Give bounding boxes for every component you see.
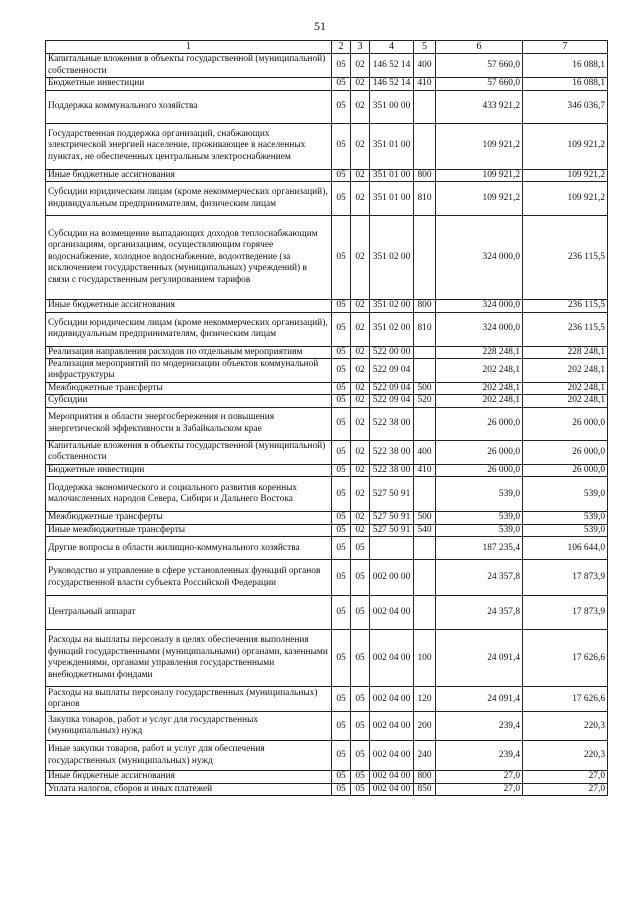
row-expense-type-code: 400 <box>414 54 436 78</box>
row-subsection-code: 02 <box>351 477 370 512</box>
row-amount-col6: 433 921,2 <box>436 90 523 123</box>
row-section-code: 05 <box>332 512 351 524</box>
row-target-code: 002 04 00 <box>370 741 414 771</box>
row-section-code: 05 <box>332 78 351 90</box>
header-col-1: 1 <box>46 41 332 54</box>
row-subsection-code: 02 <box>351 524 370 536</box>
row-target-code: 527 50 91 <box>370 477 414 512</box>
row-target-code: 351 01 00 <box>370 169 414 181</box>
row-amount-col7: 26 000,0 <box>523 464 608 476</box>
row-name: Иные закупки товаров, работ и услуг для обеспечения государственных (муниципальных) нужд <box>46 741 332 771</box>
row-section-code: 05 <box>332 537 351 560</box>
row-amount-col6: 24 357,8 <box>436 596 523 630</box>
table-row <box>46 741 608 771</box>
row-target-code: 002 04 00 <box>370 712 414 741</box>
row-expense-type-code: 500 <box>414 512 436 524</box>
row-subsection-code: 02 <box>351 312 370 346</box>
row-amount-col7: 202 248,1 <box>523 382 608 394</box>
row-name: Другие вопросы в области жилищно-коммунального хозяйства <box>46 537 332 560</box>
table-row <box>46 312 608 346</box>
table-row <box>46 395 608 407</box>
row-amount-col7: 228 248,1 <box>523 346 608 358</box>
table-row <box>46 783 608 795</box>
row-name: Иные межбюджетные трансферты <box>46 524 332 536</box>
row-amount-col7: 202 248,1 <box>523 395 608 407</box>
row-target-code: 522 09 04 <box>370 382 414 394</box>
row-section-code: 05 <box>332 90 351 123</box>
row-amount-col7: 26 000,0 <box>523 440 608 464</box>
row-amount-col6: 239,4 <box>436 712 523 741</box>
row-amount-col6: 539,0 <box>436 477 523 512</box>
row-target-code: 002 04 00 <box>370 771 414 783</box>
row-section-code: 05 <box>332 630 351 687</box>
row-section-code: 05 <box>332 440 351 464</box>
row-expense-type-code: 810 <box>414 182 436 216</box>
row-subsection-code: 02 <box>351 169 370 181</box>
row-name: Мероприятия в области энергосбережения и повышения энергетической эффективности в Забайкальском крае <box>46 407 332 440</box>
row-name: Субсидии <box>46 395 332 407</box>
row-section-code: 05 <box>332 560 351 596</box>
table-row <box>46 440 608 464</box>
row-subsection-code: 02 <box>351 90 370 123</box>
row-amount-col6: 27,0 <box>436 771 523 783</box>
row-expense-type-code <box>414 216 436 300</box>
row-name: Иные бюджетные ассигнования <box>46 300 332 312</box>
row-name: Межбюджетные трансферты <box>46 512 332 524</box>
row-subsection-code: 05 <box>351 596 370 630</box>
row-subsection-code: 05 <box>351 687 370 712</box>
row-subsection-code: 05 <box>351 712 370 741</box>
table-row <box>46 596 608 630</box>
row-section-code: 05 <box>332 712 351 741</box>
row-subsection-code: 05 <box>351 537 370 560</box>
row-target-code <box>370 537 414 560</box>
row-expense-type-code: 410 <box>414 78 436 90</box>
row-target-code: 522 09 04 <box>370 359 414 383</box>
row-section-code: 05 <box>332 54 351 78</box>
row-amount-col6: 109 921,2 <box>436 182 523 216</box>
row-section-code: 05 <box>332 407 351 440</box>
row-expense-type-code: 800 <box>414 169 436 181</box>
table-row <box>46 182 608 216</box>
row-amount-col6: 57 660,0 <box>436 54 523 78</box>
row-section-code: 05 <box>332 169 351 181</box>
row-section-code: 05 <box>332 359 351 383</box>
row-subsection-code: 02 <box>351 300 370 312</box>
row-target-code: 522 38 00 <box>370 464 414 476</box>
row-amount-col7: 346 036,7 <box>523 90 608 123</box>
row-subsection-code: 02 <box>351 359 370 383</box>
row-expense-type-code <box>414 90 436 123</box>
table-body <box>46 54 608 796</box>
page-number: 51 <box>314 19 326 33</box>
row-name: Межбюджетные трансферты <box>46 382 332 394</box>
row-target-code: 002 04 00 <box>370 596 414 630</box>
row-amount-col7: 16 088,1 <box>523 54 608 78</box>
row-expense-type-code: 810 <box>414 312 436 346</box>
row-subsection-code: 02 <box>351 395 370 407</box>
row-subsection-code: 05 <box>351 560 370 596</box>
row-subsection-code: 02 <box>351 54 370 78</box>
row-section-code: 05 <box>332 216 351 300</box>
table-row <box>46 560 608 596</box>
row-section-code: 05 <box>332 464 351 476</box>
row-amount-col6: 202 248,1 <box>436 395 523 407</box>
row-name: Субсидии на возмещение выпадающих доходов теплоснабжающим организациям, организациям, осуществляющим горячее водоснабжение, холодное водоснабжение, водоотведение (за исключением государственных (муниципальных) учреждений) в связи с государственным регулированием тарифов <box>46 216 332 300</box>
table-row <box>46 359 608 383</box>
row-target-code: 522 09 04 <box>370 395 414 407</box>
row-expense-type-code <box>414 359 436 383</box>
row-expense-type-code <box>414 477 436 512</box>
row-amount-col6: 539,0 <box>436 512 523 524</box>
row-name: Субсидии юридическим лицам (кроме некоммерческих организаций), индивидуальным предпринимателям, физическим лицам <box>46 182 332 216</box>
row-expense-type-code: 240 <box>414 741 436 771</box>
table-row <box>46 300 608 312</box>
row-section-code: 05 <box>332 300 351 312</box>
row-amount-col7: 109 921,2 <box>523 169 608 181</box>
row-expense-type-code <box>414 346 436 358</box>
row-section-code: 05 <box>332 312 351 346</box>
row-target-code: 522 38 00 <box>370 440 414 464</box>
row-name: Поддержка коммунального хозяйства <box>46 90 332 123</box>
row-name: Субсидии юридическим лицам (кроме некоммерческих организаций), индивидуальным предпринимателям, физическим лицам <box>46 312 332 346</box>
row-subsection-code: 05 <box>351 771 370 783</box>
row-amount-col7: 16 088,1 <box>523 78 608 90</box>
row-target-code: 146 52 14 <box>370 78 414 90</box>
row-amount-col6: 202 248,1 <box>436 382 523 394</box>
row-expense-type-code: 100 <box>414 630 436 687</box>
row-expense-type-code: 850 <box>414 783 436 795</box>
row-amount-col6: 539,0 <box>436 524 523 536</box>
row-amount-col6: 24 091,4 <box>436 630 523 687</box>
row-amount-col7: 220,3 <box>523 741 608 771</box>
row-amount-col6: 239,4 <box>436 741 523 771</box>
row-amount-col6: 109 921,2 <box>436 169 523 181</box>
row-amount-col6: 324 000,0 <box>436 312 523 346</box>
table-row <box>46 477 608 512</box>
row-section-code: 05 <box>332 783 351 795</box>
row-name: Государственная поддержка организаций, снабжающих электрической энергией население, проживающее в населенных пунктах, не обеспеченных центральным электроснабжением <box>46 123 332 169</box>
row-target-code: 146 52 14 <box>370 54 414 78</box>
row-amount-col6: 26 000,0 <box>436 440 523 464</box>
row-section-code: 05 <box>332 477 351 512</box>
row-section-code: 05 <box>332 741 351 771</box>
row-name: Центральный аппарат <box>46 596 332 630</box>
table-row <box>46 169 608 181</box>
row-target-code: 522 00 00 <box>370 346 414 358</box>
row-target-code: 527 50 91 <box>370 512 414 524</box>
row-target-code: 351 02 00 <box>370 216 414 300</box>
row-subsection-code: 02 <box>351 182 370 216</box>
table-row <box>46 687 608 712</box>
row-amount-col6: 187 235,4 <box>436 537 523 560</box>
row-section-code: 05 <box>332 596 351 630</box>
row-amount-col7: 236 115,5 <box>523 312 608 346</box>
row-name: Капитальные вложения в объекты государственной (муниципальной) собственности <box>46 54 332 78</box>
header-col-7: 7 <box>523 41 608 54</box>
row-expense-type-code: 410 <box>414 464 436 476</box>
row-amount-col7: 27,0 <box>523 783 608 795</box>
row-target-code: 002 04 00 <box>370 687 414 712</box>
row-target-code: 351 02 00 <box>370 300 414 312</box>
row-amount-col7: 539,0 <box>523 524 608 536</box>
row-expense-type-code: 540 <box>414 524 436 536</box>
table-row <box>46 123 608 169</box>
table-row <box>46 464 608 476</box>
row-expense-type-code: 120 <box>414 687 436 712</box>
row-subsection-code: 02 <box>351 123 370 169</box>
header-col-4: 4 <box>370 41 414 54</box>
row-section-code: 05 <box>332 182 351 216</box>
row-name: Иные бюджетные ассигнования <box>46 169 332 181</box>
row-section-code: 05 <box>332 123 351 169</box>
row-name: Реализация мероприятий по модернизации объектов коммунальной инфраструктуры <box>46 359 332 383</box>
row-name: Расходы на выплаты персоналу в целях обеспечения выполнения функций государственными (муниципальными) органами, казенными учреждениями, органами управления государственными внебюджетными фондами <box>46 630 332 687</box>
table-row <box>46 407 608 440</box>
row-amount-col7: 202 248,1 <box>523 359 608 383</box>
row-expense-type-code: 200 <box>414 712 436 741</box>
row-subsection-code: 02 <box>351 382 370 394</box>
row-name: Руководство и управление в сфере установленных функций органов государственной власти субъекта Российской Федерации <box>46 560 332 596</box>
row-amount-col6: 27,0 <box>436 783 523 795</box>
row-expense-type-code: 800 <box>414 300 436 312</box>
row-amount-col7: 220,3 <box>523 712 608 741</box>
row-subsection-code: 02 <box>351 464 370 476</box>
row-subsection-code: 02 <box>351 407 370 440</box>
row-amount-col7: 236 115,5 <box>523 216 608 300</box>
row-name: Уплата налогов, сборов и иных платежей <box>46 783 332 795</box>
row-amount-col7: 17 873,9 <box>523 560 608 596</box>
header-col-6: 6 <box>436 41 523 54</box>
table-row <box>46 537 608 560</box>
row-subsection-code: 02 <box>351 78 370 90</box>
row-section-code: 05 <box>332 771 351 783</box>
row-subsection-code: 02 <box>351 440 370 464</box>
row-section-code: 05 <box>332 687 351 712</box>
row-target-code: 522 38 00 <box>370 407 414 440</box>
row-section-code: 05 <box>332 382 351 394</box>
row-expense-type-code: 800 <box>414 771 436 783</box>
row-name: Реализация направления расходов по отдельным мероприятиям <box>46 346 332 358</box>
row-amount-col7: 109 921,2 <box>523 123 608 169</box>
table-row <box>46 524 608 536</box>
table-row <box>46 712 608 741</box>
row-target-code: 002 04 00 <box>370 783 414 795</box>
row-target-code: 002 00 00 <box>370 560 414 596</box>
row-subsection-code: 05 <box>351 630 370 687</box>
row-amount-col7: 539,0 <box>523 477 608 512</box>
row-amount-col6: 109 921,2 <box>436 123 523 169</box>
table-row <box>46 78 608 90</box>
row-name: Бюджетные инвестиции <box>46 464 332 476</box>
row-name: Закупка товаров, работ и услуг для государственных (муниципальных) нужд <box>46 712 332 741</box>
row-subsection-code: 05 <box>351 783 370 795</box>
row-subsection-code: 02 <box>351 512 370 524</box>
table-row <box>46 90 608 123</box>
row-target-code: 351 01 00 <box>370 123 414 169</box>
header-col-5: 5 <box>414 41 436 54</box>
row-section-code: 05 <box>332 395 351 407</box>
row-amount-col6: 26 000,0 <box>436 407 523 440</box>
row-expense-type-code <box>414 596 436 630</box>
budget-table <box>45 40 608 796</box>
row-target-code: 002 04 00 <box>370 630 414 687</box>
row-amount-col7: 236 115,5 <box>523 300 608 312</box>
row-subsection-code: 02 <box>351 346 370 358</box>
row-expense-type-code <box>414 537 436 560</box>
row-subsection-code: 05 <box>351 741 370 771</box>
row-expense-type-code <box>414 123 436 169</box>
row-name: Иные бюджетные ассигнования <box>46 771 332 783</box>
row-amount-col6: 324 000,0 <box>436 300 523 312</box>
header-col-2: 2 <box>332 41 351 54</box>
row-name: Поддержка экономического и социального развития коренных малочисленных народов Севера, Сибири и Дальнего Востока <box>46 477 332 512</box>
row-amount-col7: 27,0 <box>523 771 608 783</box>
row-amount-col6: 24 357,8 <box>436 560 523 596</box>
row-amount-col7: 106 644,0 <box>523 537 608 560</box>
row-section-code: 05 <box>332 524 351 536</box>
row-name: Бюджетные инвестиции <box>46 78 332 90</box>
header-col-3: 3 <box>351 41 370 54</box>
row-name: Расходы на выплаты персоналу государственных (муниципальных) органов <box>46 687 332 712</box>
row-amount-col7: 539,0 <box>523 512 608 524</box>
row-target-code: 351 02 00 <box>370 312 414 346</box>
row-target-code: 351 01 00 <box>370 182 414 216</box>
row-expense-type-code: 520 <box>414 395 436 407</box>
row-amount-col6: 26 000,0 <box>436 464 523 476</box>
row-amount-col7: 17 873,9 <box>523 596 608 630</box>
row-amount-col6: 24 091,4 <box>436 687 523 712</box>
row-section-code: 05 <box>332 346 351 358</box>
row-subsection-code: 02 <box>351 216 370 300</box>
row-amount-col6: 202 248,1 <box>436 359 523 383</box>
row-amount-col6: 228 248,1 <box>436 346 523 358</box>
table-row <box>46 216 608 300</box>
row-expense-type-code: 400 <box>414 440 436 464</box>
row-amount-col7: 109 921,2 <box>523 182 608 216</box>
table-header-row <box>46 41 608 54</box>
table-row <box>46 771 608 783</box>
table-row <box>46 512 608 524</box>
row-expense-type-code <box>414 407 436 440</box>
table-row <box>46 382 608 394</box>
row-name: Капитальные вложения в объекты государственной (муниципальной) собственности <box>46 440 332 464</box>
row-expense-type-code <box>414 560 436 596</box>
row-amount-col6: 324 000,0 <box>436 216 523 300</box>
table-row <box>46 54 608 78</box>
table-row <box>46 346 608 358</box>
row-target-code: 527 50 91 <box>370 524 414 536</box>
row-amount-col7: 17 626,6 <box>523 630 608 687</box>
row-amount-col6: 57 660,0 <box>436 78 523 90</box>
row-amount-col7: 26 000,0 <box>523 407 608 440</box>
row-target-code: 351 00 00 <box>370 90 414 123</box>
row-amount-col7: 17 626,6 <box>523 687 608 712</box>
row-expense-type-code: 500 <box>414 382 436 394</box>
table-row <box>46 630 608 687</box>
